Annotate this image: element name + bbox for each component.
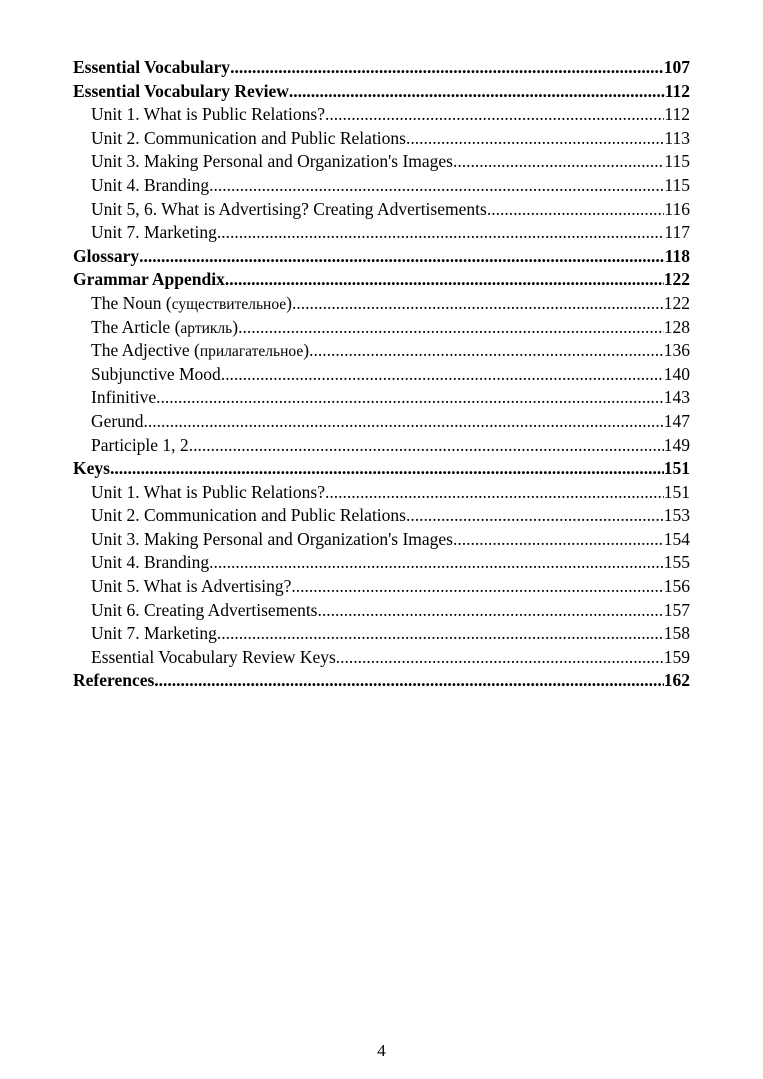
toc-dot-leader bbox=[156, 386, 664, 410]
toc-entry-title: Infinitive bbox=[91, 387, 157, 408]
toc-entry-title: Unit 2. Communication and Public Relations bbox=[91, 127, 406, 148]
toc-dot-leader bbox=[487, 198, 665, 222]
toc-entry-title bbox=[91, 339, 309, 364]
toc-entry-title-russian: существительное bbox=[171, 295, 287, 313]
toc-entry-title: Essential Vocabulary Review bbox=[73, 80, 289, 101]
toc-entry-keys-unit-4[interactable] bbox=[73, 551, 690, 575]
toc-dot-leader bbox=[406, 504, 664, 528]
toc-dot-leader bbox=[225, 268, 664, 292]
toc-entry-page: 156 bbox=[663, 576, 690, 597]
toc-dot-leader bbox=[325, 481, 664, 505]
table-of-contents bbox=[73, 56, 690, 693]
page-number: 4 bbox=[377, 1041, 386, 1060]
toc-entry-gerund[interactable] bbox=[73, 410, 690, 434]
toc-entry-review-unit-2[interactable] bbox=[73, 127, 690, 151]
toc-entry-title: Unit 7. Marketing bbox=[91, 623, 217, 644]
toc-entry-title: Unit 3. Making Personal and Organization's Images bbox=[91, 151, 453, 172]
toc-entry-title: Unit 6. Creating Advertisements bbox=[91, 599, 318, 620]
toc-entry-title-russian: артикль bbox=[180, 319, 233, 337]
toc-entry-page: 128 bbox=[663, 316, 690, 337]
toc-dot-leader bbox=[238, 316, 664, 340]
toc-entry-page: 159 bbox=[663, 646, 690, 667]
toc-entry-title-close: ) bbox=[303, 340, 310, 361]
toc-entry-page: 154 bbox=[663, 528, 690, 549]
toc-entry-title bbox=[91, 292, 292, 317]
toc-dot-leader bbox=[453, 150, 664, 174]
toc-entry-review-unit-7[interactable] bbox=[73, 221, 690, 245]
toc-entry-page: 122 bbox=[663, 292, 690, 313]
toc-entry-page: 112 bbox=[664, 80, 690, 101]
toc-entry-title: Unit 4. Branding bbox=[91, 552, 210, 573]
toc-entry-title-main: The Noun ( bbox=[91, 292, 172, 313]
toc-dot-leader bbox=[309, 339, 664, 363]
toc-entry-references[interactable] bbox=[73, 669, 690, 693]
toc-entry-title-close: ) bbox=[286, 292, 292, 313]
toc-entry-review-unit-3[interactable] bbox=[73, 150, 690, 174]
toc-entry-glossary[interactable] bbox=[73, 245, 690, 269]
toc-entry-title: Essential Vocabulary bbox=[73, 57, 231, 77]
toc-dot-leader bbox=[453, 528, 664, 552]
toc-entry-page: 157 bbox=[663, 599, 690, 620]
toc-entry-title: Unit 1. What is Public Relations? bbox=[91, 481, 325, 502]
toc-entry-page: 136 bbox=[663, 340, 690, 361]
toc-entry-title: Unit 3. Making Personal and Organization's Images bbox=[91, 528, 453, 549]
toc-entry-page: 143 bbox=[663, 387, 690, 408]
toc-entry-title: Unit 7. Marketing bbox=[91, 222, 217, 243]
toc-dot-leader bbox=[217, 221, 665, 245]
toc-dot-leader bbox=[217, 622, 664, 646]
toc-entry-title: Unit 4. Branding bbox=[91, 174, 210, 195]
toc-entry-page: 118 bbox=[664, 245, 690, 266]
toc-entry-keys-unit-5[interactable] bbox=[73, 575, 690, 599]
toc-entry-page: 151 bbox=[663, 458, 690, 479]
toc-dot-leader bbox=[406, 127, 664, 151]
toc-entry-page: 115 bbox=[664, 151, 690, 172]
toc-entry-review-unit-5-6[interactable] bbox=[73, 198, 690, 222]
toc-entry-page: 115 bbox=[664, 174, 690, 195]
toc-entry-title-main: The Article ( bbox=[91, 316, 181, 337]
toc-entry-page: 147 bbox=[663, 410, 690, 431]
toc-entry-grammar-appendix[interactable] bbox=[73, 268, 690, 292]
toc-entry-title-russian: прилагательное bbox=[199, 343, 304, 361]
toc-entry-essential-vocabulary-review-keys[interactable] bbox=[73, 646, 690, 670]
toc-entry-title: Grammar Appendix bbox=[73, 269, 225, 290]
toc-entry-review-unit-1[interactable] bbox=[73, 103, 690, 127]
toc-entry-title-main: The Adjective ( bbox=[91, 340, 200, 361]
toc-entry-page: 140 bbox=[663, 363, 690, 384]
toc-entry-title-close: ) bbox=[232, 316, 239, 337]
toc-entry-keys-unit-7[interactable] bbox=[73, 622, 690, 646]
toc-entry-page: 149 bbox=[663, 434, 690, 455]
toc-entry-keys-unit-1[interactable] bbox=[73, 481, 690, 505]
toc-dot-leader bbox=[209, 174, 664, 198]
toc-entry-title bbox=[91, 316, 238, 341]
toc-entry-page: 113 bbox=[664, 127, 690, 148]
toc-entry-page: 151 bbox=[663, 481, 690, 502]
toc-entry-infinitive[interactable] bbox=[73, 386, 690, 410]
toc-dot-leader bbox=[318, 599, 664, 623]
toc-entry-page: 112 bbox=[664, 104, 690, 125]
toc-dot-leader bbox=[292, 292, 664, 316]
toc-entry-keys-unit-6[interactable] bbox=[73, 599, 690, 623]
toc-entry-keys[interactable] bbox=[73, 457, 690, 481]
toc-entry-title: Keys bbox=[73, 458, 110, 479]
toc-dot-leader bbox=[209, 551, 664, 575]
toc-entry-title: Unit 5. What is Advertising? bbox=[91, 576, 292, 597]
toc-dot-leader bbox=[110, 457, 664, 481]
toc-dot-leader bbox=[289, 80, 665, 104]
toc-entry-essential-vocabulary-review[interactable] bbox=[73, 80, 690, 104]
toc-entry-title: Glossary bbox=[73, 245, 140, 266]
toc-entry-title: Unit 1. What is Public Relations? bbox=[91, 104, 325, 125]
toc-entry-title: Essential Vocabulary Review Keys bbox=[91, 646, 336, 667]
toc-dot-leader bbox=[336, 646, 664, 670]
toc-entry-title: References bbox=[73, 670, 155, 691]
toc-dot-leader bbox=[189, 434, 664, 458]
toc-entry-page: 158 bbox=[663, 623, 690, 644]
toc-entry-title: Participle 1, 2 bbox=[91, 434, 189, 455]
toc-entry-keys-unit-2[interactable] bbox=[73, 504, 690, 528]
toc-entry-page: 162 bbox=[663, 670, 690, 691]
toc-entry-page: 155 bbox=[663, 552, 690, 573]
toc-entry-page: 122 bbox=[663, 269, 690, 290]
toc-dot-leader bbox=[143, 410, 663, 434]
toc-entry-page: 117 bbox=[664, 222, 690, 243]
toc-entry-review-unit-4[interactable] bbox=[73, 174, 690, 198]
toc-entry-the-article[interactable] bbox=[73, 316, 690, 340]
toc-entry-keys-unit-3[interactable] bbox=[73, 528, 690, 552]
toc-entry-title: Unit 2. Communication and Public Relations bbox=[91, 505, 406, 526]
toc-entry-page: 107 bbox=[663, 57, 690, 77]
toc-entry-page: 116 bbox=[664, 198, 690, 219]
toc-entry-page: 153 bbox=[663, 505, 690, 526]
toc-dot-leader bbox=[154, 669, 663, 693]
toc-dot-leader bbox=[230, 56, 664, 80]
toc-entry-subjunctive-mood[interactable] bbox=[73, 363, 690, 387]
toc-entry-the-noun[interactable] bbox=[73, 292, 690, 316]
toc-dot-leader bbox=[325, 103, 664, 127]
toc-entry-the-adjective[interactable] bbox=[73, 339, 690, 363]
toc-entry-title: Unit 5, 6. What is Advertising? Creating Advertisements bbox=[91, 198, 487, 219]
toc-entry-participle[interactable] bbox=[73, 434, 690, 458]
toc-entry-title: Subjunctive Mood bbox=[91, 363, 221, 384]
toc-dot-leader bbox=[291, 575, 663, 599]
toc-dot-leader bbox=[139, 245, 665, 269]
toc-dot-leader bbox=[221, 363, 664, 387]
toc-entry-title: Gerund bbox=[91, 410, 144, 431]
toc-entry-essential-vocabulary[interactable] bbox=[73, 56, 690, 80]
